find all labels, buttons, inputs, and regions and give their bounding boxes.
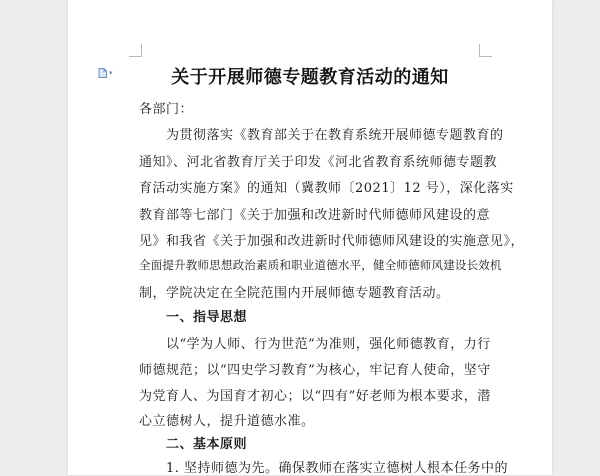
- margin-corner-top-left: [129, 44, 142, 57]
- document-anchor-icon[interactable]: [98, 68, 113, 78]
- page-icon: [98, 68, 107, 78]
- paragraph-line: 制，学院决定在全院范围内开展师德专题教育活动。: [139, 286, 450, 301]
- paragraph-line: 教育部等七部门《关于加强和改进新时代师德师风建设的意: [139, 208, 491, 223]
- salutation: 各部门：: [139, 102, 194, 117]
- section-heading: 二、基本原则: [166, 437, 248, 452]
- paragraph-line: 通知》、河北省教育厅关于印发《河北省教育系统师德专题教: [139, 155, 498, 170]
- paragraph-line: 师德规范；以“四史学习教育”为核心，牢记育人使命，坚守: [139, 363, 491, 378]
- paragraph-line: 全面提升教师思想政治素质和职业道德水平，健全师德师风建设长效机: [139, 258, 502, 272]
- paragraph-line: 心立德树人，提升道德水准。: [139, 414, 315, 429]
- paragraph-line: 为贯彻落实《教育部关于在教育系统开展师德专题教育的: [166, 128, 504, 143]
- paragraph-line: 育活动实施方案》的通知（冀教师〔2021〕12 号），深化落实: [139, 181, 514, 196]
- margin-corner-top-right: [479, 44, 492, 57]
- chevron-down-icon: ▾: [109, 69, 113, 77]
- paragraph-line: 1. 坚持师德为先。确保教师在落实立德树人根本任务中的: [166, 461, 509, 476]
- document-title: 关于开展师德专题教育活动的通知: [171, 67, 449, 88]
- paragraph-line: 见》和我省《关于加强和改进新时代师德师风建设的实施意见》，: [139, 234, 525, 249]
- section-heading: 一、指导思想: [166, 310, 248, 325]
- paragraph-line: 以“学为人师、行为世范”为准则，强化师德教育，力行: [166, 337, 491, 352]
- document-page: [68, 0, 552, 475]
- paragraph-line: 为党育人、为国育才初心；以“四有”好老师为根本要求，潜: [139, 389, 491, 404]
